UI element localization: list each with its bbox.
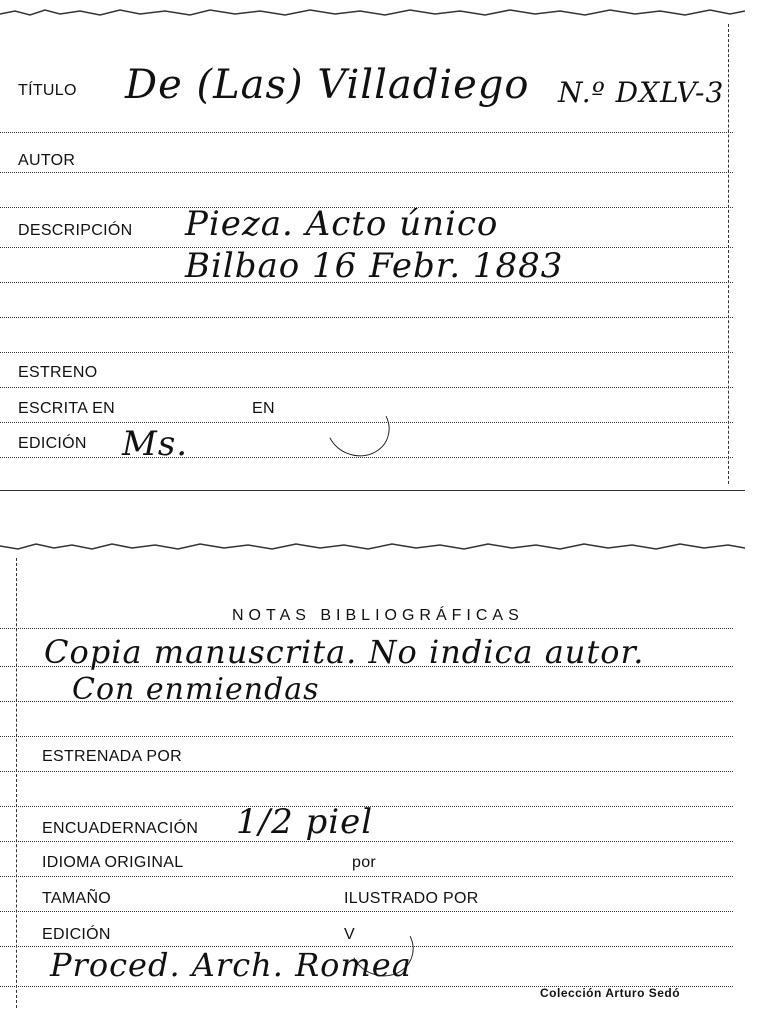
card-bottom-edge	[0, 490, 745, 491]
torn-edge-top	[0, 8, 745, 18]
catalog-card-top	[0, 14, 745, 492]
torn-edge-top	[0, 542, 745, 552]
card-right-border	[728, 24, 729, 484]
numero-value: N.º DXLV-3	[558, 76, 725, 109]
descripcion-line1: Pieza. Acto único	[185, 204, 499, 244]
rule	[0, 317, 733, 318]
card-left-border	[16, 558, 17, 1008]
titulo-value: De (Las) Villadiego	[125, 62, 530, 108]
notas-line2: Con enmiendas	[72, 672, 320, 707]
collection-credit: Colección Arturo Sedó	[540, 986, 681, 1000]
rule	[0, 457, 733, 458]
rule	[0, 628, 733, 629]
edicion-value: Ms.	[122, 424, 189, 464]
en-label: EN	[252, 400, 275, 417]
rule	[0, 736, 733, 737]
edicion-label: EDICIÓN	[42, 926, 111, 943]
rule	[0, 771, 733, 772]
tamano-label: TAMAÑO	[42, 890, 112, 907]
descripcion-line2: Bilbao 16 Febr. 1883	[185, 246, 564, 286]
rule	[0, 387, 733, 388]
por-label: por	[352, 854, 377, 871]
descripcion-label: DESCRIPCIÓN	[18, 222, 133, 239]
edicion-label: EDICIÓN	[18, 435, 87, 452]
notas-title: NOTAS BIBLIOGRÁFICAS	[232, 607, 524, 624]
rule	[0, 876, 733, 877]
idioma-original-label: IDIOMA ORIGINAL	[42, 854, 184, 871]
ilustrado-por-label: ILUSTRADO POR	[344, 890, 479, 907]
encuadernacion-label: ENCUADERNACIÓN	[42, 820, 199, 837]
estrenada-por-label: ESTRENADA POR	[42, 748, 182, 765]
rule	[0, 911, 733, 912]
rule	[0, 172, 733, 173]
titulo-label: TÍTULO	[18, 82, 77, 99]
procedencia-value: Proced. Arch. Romea	[50, 946, 412, 984]
encuadernacion-value: 1/2 piel	[236, 802, 374, 842]
autor-label: AUTOR	[18, 152, 76, 169]
catalog-card-bottom	[0, 548, 745, 1014]
escrita-en-label: ESCRITA EN	[18, 400, 115, 417]
v-label: V	[344, 926, 355, 943]
estreno-label: ESTRENO	[18, 364, 98, 381]
stamp-circle	[318, 389, 398, 465]
notas-line1: Copia manuscrita. No indica autor.	[44, 633, 645, 671]
rule	[0, 352, 733, 353]
rule	[0, 132, 733, 133]
